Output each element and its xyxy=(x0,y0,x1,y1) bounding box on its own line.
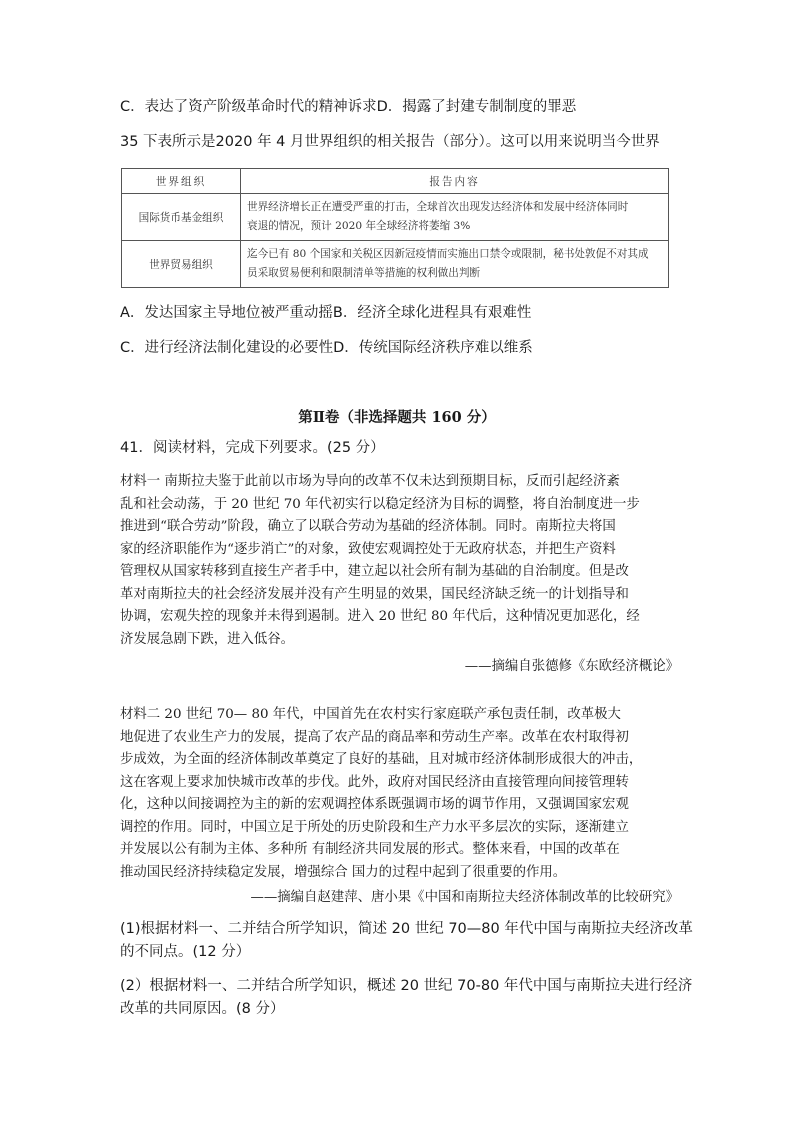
option-d: D．揭露了封建专制制度的罪恶 xyxy=(376,99,577,115)
material-line: 家的经济职能作为“逐步消亡”的对象，致使宏观调控处于无政府状态，并把生产资料 xyxy=(120,541,616,557)
option-b: B．经济全球化进程具有艰难性 xyxy=(332,305,532,321)
sub-question-line: (2）根据材料一、二并结合所学知识，概述 20 世纪 70-80 年代中国与南斯拉夫进行经济 xyxy=(120,978,693,994)
table-cell-content xyxy=(241,194,669,241)
material-1 xyxy=(120,471,680,651)
material-line: 乱和社会动荡，于 20 世纪 70 年代初实行以稳定经济为目标的调整，将自治制度进一步 xyxy=(120,496,640,512)
content-line: 迄今已有 80 个国家和关税区因新冠疫情而实施出口禁令或限制，秘书处敦促不对其成 xyxy=(247,248,649,260)
sub-question-1 xyxy=(120,918,693,964)
material-line: 推进到“联合劳动”阶段，确立了以联合劳动为基础的经济体制。同时。南斯拉夫将国 xyxy=(120,519,616,534)
question-35-stem: 35 下表所示是2020 年 4 月世界组织的相关报告（部分）。这可以用来说明当今世界 xyxy=(120,134,660,150)
material-line: 地促进了农业生产力的发展，提高了农产品的商品率和劳动生产率。改革在农村取得初 xyxy=(120,729,629,745)
option-row-c-d xyxy=(120,338,533,358)
material-2 xyxy=(120,704,680,884)
option-row-a-b xyxy=(120,303,531,323)
option-row-c-d xyxy=(120,97,576,117)
material-line: 材料二 20 世纪 70— 80 年代，中国首先在农村实行家庭联产承包责任制，改革极大 xyxy=(120,707,621,722)
table-row xyxy=(122,194,669,241)
table-row xyxy=(122,241,669,288)
sub-question-line: 的不同点。(12 分） xyxy=(120,944,251,960)
material-line: 协调，宏观失控的现象并未得到遏制。进入 20 世纪 80 年代后，这种情况更加恶化，经 xyxy=(120,609,640,624)
report-table xyxy=(121,168,669,288)
content-line: 衰退的情况，预计 2020 年全球经济将萎缩 3% xyxy=(247,220,471,232)
question-41-stem: 41．阅读材料，完成下列要求。(25 分） xyxy=(120,440,385,456)
sub-question-line: 改革的共同原因。(8 分） xyxy=(120,1001,285,1017)
section-title: 第Ⅱ卷（非选择题共 160 分） xyxy=(298,409,496,426)
sub-question-line: (1)根据材料一、二并结合所学知识，简述 20 世纪 70—80 年代中国与南斯拉夫经济改革 xyxy=(120,921,693,937)
option-a: A．发达国家主导地位被严重动摇 xyxy=(120,305,333,321)
option-d: D．传统国际经济秩序难以维系 xyxy=(333,340,533,356)
material-line: 并发展以公有制为主体、多种所 有制经济共同发展的形式。整体来看，中国的改革在 xyxy=(120,842,620,857)
material-line: 调控的作用。同时，中国立足于所处的历史阶段和生产力水平多层次的实际，逐渐建立 xyxy=(120,819,629,835)
material-line: 管理权从国家转移到直接生产者手中，建立起以社会所有制为基础的自治制度。但是改 xyxy=(120,564,629,579)
sub-question-2 xyxy=(120,975,693,1021)
content-line: 世界经济增长正在遭受严重的打击，全球首次出现发达经济体和发展中经济体同时 xyxy=(247,201,629,213)
option-c: C．进行经济法制化建设的必要性 xyxy=(120,340,334,356)
material-1-source: ——摘编自张德修《东欧经济概论》 xyxy=(464,659,679,674)
material-2-source: ——摘编自赵建萍、唐小果《中国和南斯拉夫经济体制改革的比较研究》 xyxy=(250,890,679,905)
table-header-row xyxy=(122,169,669,194)
material-line: 推动国民经济持续稳定发展，增强综合 国力的过程中起到了很重要的作用。 xyxy=(120,864,567,880)
table-cell-org: 世界贸易组织 xyxy=(122,241,241,288)
material-line: 材料一 南斯拉夫鉴于此前以市场为导向的改革不仅未达到预期目标，反而引起经济紊 xyxy=(120,474,620,489)
table-header-content: 报告内容 xyxy=(241,169,669,194)
material-line: 济发展急剧下跌，进入低谷。 xyxy=(120,631,295,647)
material-line: 步成效，为全面的经济体制改革奠定了良好的基础，且对城市经济体制形成很大的冲击， xyxy=(120,752,643,767)
content-line: 员采取贸易便利和限制清单等措施的权利做出判断 xyxy=(247,267,481,279)
option-c: C．表达了资产阶级革命时代的精神诉求 xyxy=(120,99,377,115)
material-line: 化，这种以间接调控为主的新的宏观调控体系既强调市场的调节作用，又强调国家宏观 xyxy=(120,797,629,812)
material-line: 这在客观上要求加快城市改革的步伐。此外，政府对国民经济由直接管理向间接管理转 xyxy=(120,774,629,790)
table-cell-content xyxy=(241,241,669,288)
table-cell-org: 国际货币基金组织 xyxy=(122,194,241,241)
material-line: 革对南斯拉夫的社会经济发展并没有产生明显的效果，国民经济缺乏统一的计划指导和 xyxy=(120,586,629,602)
table-header-org: 世界组织 xyxy=(122,169,241,194)
